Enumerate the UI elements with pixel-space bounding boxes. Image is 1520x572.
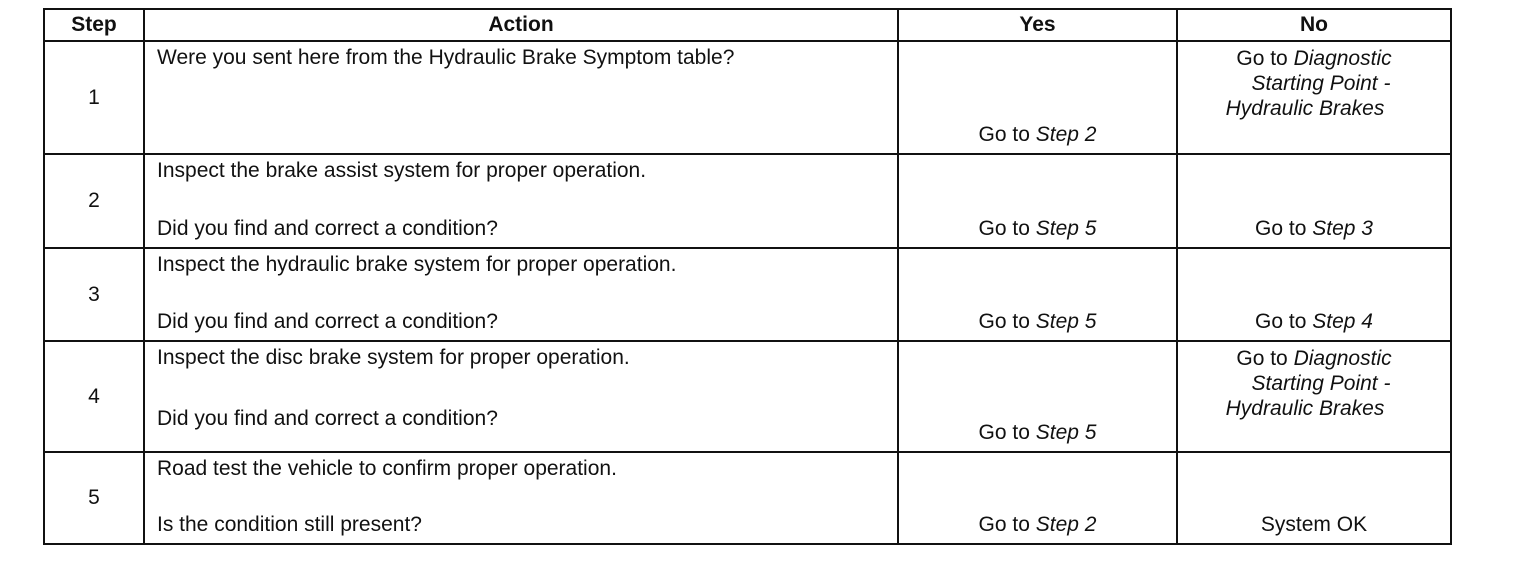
step-number: 4	[88, 384, 100, 408]
no-step-link: Step 3	[1312, 217, 1373, 240]
yes-cell	[899, 155, 1176, 247]
yes-step-link: Step 2	[1035, 123, 1097, 146]
header-yes: Yes	[1019, 13, 1056, 36]
no-target-link: Diagnostic	[1293, 347, 1392, 370]
step-number: 5	[88, 486, 100, 509]
no-cell	[1178, 42, 1450, 153]
diagnostic-table	[43, 8, 1452, 545]
action-cell	[145, 42, 897, 153]
step-number: 2	[88, 189, 100, 212]
table-row	[45, 155, 1450, 249]
action-question: Did you find and correct a condition?	[157, 310, 498, 333]
no-step-link: Step 4	[1312, 310, 1373, 333]
action-question: Did you find and correct a condition?	[157, 217, 498, 240]
action-question: Is the condition still present?	[157, 513, 422, 536]
yes-result: Go to Step 2	[978, 513, 1097, 536]
yes-result: Go to Step 2	[978, 123, 1097, 146]
yes-result: Go to Step 5	[978, 421, 1097, 444]
yes-cell	[899, 42, 1176, 153]
yes-cell	[899, 342, 1176, 451]
action-cell	[145, 249, 897, 340]
action-question: Did you find and correct a condition?	[157, 407, 498, 430]
yes-result: Go to Step 5	[978, 310, 1097, 333]
action-cell	[145, 155, 897, 247]
action-text: Inspect the brake assist system for proper operation.	[157, 159, 647, 182]
header-step: Step	[71, 13, 117, 36]
table-row	[45, 342, 1450, 453]
no-result: Go to Diagnostic Starting Point - Hydraulic Brakes	[1225, 47, 1392, 120]
action-text: Inspect the disc brake system for proper operation.	[157, 346, 630, 369]
table-row	[45, 453, 1450, 543]
action-cell	[145, 342, 897, 451]
action-text: Road test the vehicle to confirm proper operation.	[157, 457, 617, 480]
yes-cell	[899, 453, 1176, 543]
action-cell	[145, 453, 897, 543]
yes-step-link: Step 2	[1035, 513, 1097, 536]
no-cell	[1178, 342, 1450, 451]
no-cell	[1178, 155, 1450, 247]
step-number: 1	[88, 85, 100, 109]
no-result: Go to Step 3	[1255, 217, 1373, 240]
table-row	[45, 249, 1450, 342]
yes-result: Go to Step 5	[978, 217, 1097, 240]
step-number: 3	[88, 282, 100, 306]
action-text: Were you sent here from the Hydraulic Brake Symptom table?	[157, 46, 735, 69]
yes-cell	[899, 249, 1176, 340]
no-result: Go to Step 4	[1255, 310, 1373, 333]
yes-step-link: Step 5	[1035, 217, 1097, 240]
no-cell	[1178, 249, 1450, 340]
no-result: System OK	[1260, 513, 1368, 536]
table-row	[45, 42, 1450, 155]
yes-step-link: Step 5	[1035, 310, 1097, 333]
yes-step-link: Step 5	[1035, 421, 1097, 444]
action-text: Inspect the hydraulic brake system for proper operation.	[157, 253, 677, 276]
table-header	[45, 10, 1450, 42]
no-cell	[1178, 453, 1450, 543]
no-target-link: Diagnostic	[1293, 47, 1392, 70]
no-result: Go to Diagnostic Starting Point - Hydraulic Brakes	[1225, 347, 1392, 420]
header-no: No	[1300, 13, 1328, 36]
header-action: Action	[488, 13, 554, 36]
